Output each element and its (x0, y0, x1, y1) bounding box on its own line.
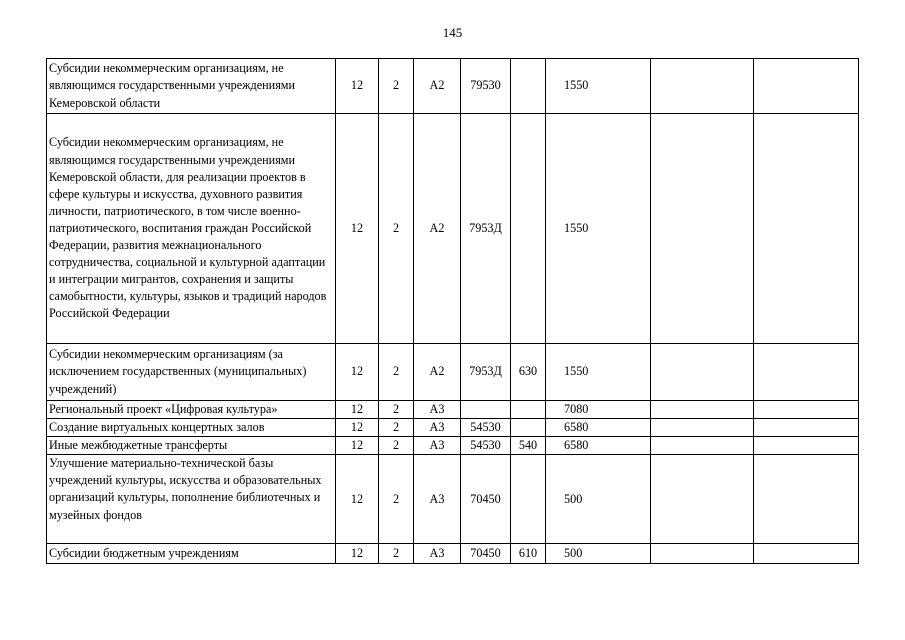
table-row (47, 344, 859, 401)
row-section: 12 (336, 59, 379, 114)
row-empty-col (651, 114, 754, 344)
row-subsection: 2 (379, 437, 414, 455)
row-amount: 1550 (546, 59, 651, 114)
table-row (47, 437, 859, 455)
budget-table (46, 58, 859, 564)
table-row (47, 114, 859, 344)
table-row (47, 419, 859, 437)
row-amount: 6580 (546, 419, 651, 437)
row-empty-col (754, 544, 859, 564)
row-amount: 1550 (546, 344, 651, 401)
row-amount: 6580 (546, 437, 651, 455)
row-name: Региональный проект «Цифровая культура» (47, 401, 336, 419)
row-program: А2 (414, 114, 461, 344)
row-name: Улучшение материально-технической базы учреждений культуры, искусства и образовательных организаций культуры, пополнение библиотечных и музейных фондов (47, 455, 336, 544)
table-row (47, 455, 859, 544)
row-subsection: 2 (379, 419, 414, 437)
row-name: Создание виртуальных концертных залов (47, 419, 336, 437)
row-program: А3 (414, 401, 461, 419)
row-subsection: 2 (379, 544, 414, 564)
row-section: 12 (336, 437, 379, 455)
row-name: Субсидии некоммерческим организациям, не являющимся государственными учреждениями Кемеровской области (47, 59, 336, 114)
row-expense-type (511, 401, 546, 419)
row-empty-col (754, 59, 859, 114)
row-section: 12 (336, 344, 379, 401)
row-target: 54530 (461, 437, 511, 455)
row-name: Иные межбюджетные трансферты (47, 437, 336, 455)
row-empty-col (754, 401, 859, 419)
row-amount: 500 (546, 544, 651, 564)
table-row (47, 401, 859, 419)
row-target: 7953Д (461, 114, 511, 344)
row-empty-col (651, 401, 754, 419)
row-empty-col (651, 544, 754, 564)
row-subsection: 2 (379, 59, 414, 114)
row-program: А2 (414, 59, 461, 114)
row-subsection: 2 (379, 401, 414, 419)
row-empty-col (754, 344, 859, 401)
row-empty-col (651, 455, 754, 544)
row-empty-col (754, 437, 859, 455)
row-expense-type (511, 114, 546, 344)
row-section: 12 (336, 114, 379, 344)
row-expense-type (511, 419, 546, 437)
row-section: 12 (336, 455, 379, 544)
row-expense-type (511, 59, 546, 114)
row-target: 70450 (461, 544, 511, 564)
row-program: А3 (414, 419, 461, 437)
row-empty-col (754, 419, 859, 437)
row-expense-type: 610 (511, 544, 546, 564)
row-program: А3 (414, 455, 461, 544)
table-row (47, 544, 859, 564)
row-expense-type: 630 (511, 344, 546, 401)
table-row (47, 59, 859, 114)
row-target: 54530 (461, 419, 511, 437)
row-expense-type (511, 455, 546, 544)
row-subsection: 2 (379, 344, 414, 401)
row-name: Субсидии некоммерческим организациям (за исключением государственных (муниципальных) учреждений) (47, 344, 336, 401)
row-subsection: 2 (379, 455, 414, 544)
row-section: 12 (336, 401, 379, 419)
row-target: 79530 (461, 59, 511, 114)
row-empty-col (754, 455, 859, 544)
row-program: А2 (414, 344, 461, 401)
row-target: 70450 (461, 455, 511, 544)
row-empty-col (754, 114, 859, 344)
row-name: Субсидии бюджетным учреждениям (47, 544, 336, 564)
row-target (461, 401, 511, 419)
row-amount: 7080 (546, 401, 651, 419)
row-empty-col (651, 419, 754, 437)
row-empty-col (651, 59, 754, 114)
row-empty-col (651, 437, 754, 455)
row-program: А3 (414, 437, 461, 455)
row-amount: 1550 (546, 114, 651, 344)
row-program: А3 (414, 544, 461, 564)
row-empty-col (651, 344, 754, 401)
row-amount: 500 (546, 455, 651, 544)
page-number: 145 (442, 25, 463, 40)
row-expense-type: 540 (511, 437, 546, 455)
row-name: Субсидии некоммерческим организациям, не являющимся государственными учреждениями Кемеровской области, для реализации проектов в сфере культуры и искусства, духовного развития личности, патриотического, в том числе военно-патриотического, воспитания граждан Российской Федерации, развития межнационального сотрудничества, социальной и культурной адаптации и интеграции мигрантов, сохранения и защиты самобытности, культуры, языков и традиций народов Российской Федерации (47, 114, 336, 344)
row-target: 7953Д (461, 344, 511, 401)
row-section: 12 (336, 544, 379, 564)
row-subsection: 2 (379, 114, 414, 344)
row-section: 12 (336, 419, 379, 437)
